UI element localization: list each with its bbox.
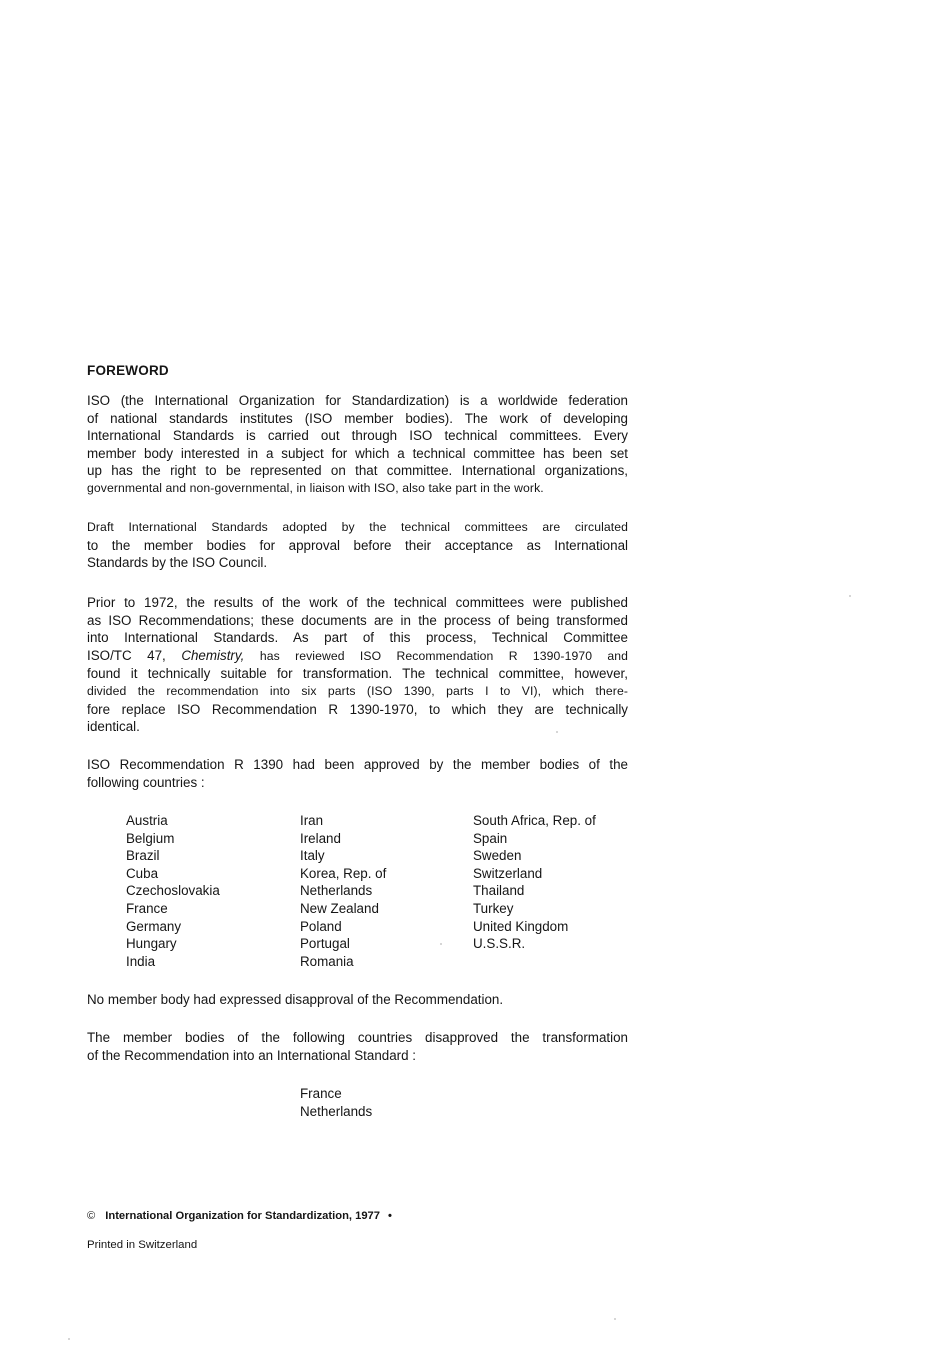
bullet-dot: •	[388, 1210, 392, 1222]
country-item: Italy	[300, 848, 325, 864]
country-item: Switzerland	[473, 865, 543, 881]
country-item: Turkey	[473, 900, 514, 916]
scan-speck	[556, 731, 558, 733]
scan-speck	[849, 595, 851, 597]
country-item: Ireland	[300, 830, 341, 846]
paragraph-line: Standards by the ISO Council.	[87, 555, 268, 571]
no-disapproval-statement: No member body had expressed disapproval of the Recommendation.	[87, 992, 504, 1007]
country-item: Iran	[300, 813, 324, 828]
paragraph-line: governmental and non-governmental, in liaison with ISO, also take part in the work.	[87, 480, 544, 495]
foreword-paragraph-4	[87, 756, 628, 791]
country-item: Netherlands	[300, 883, 373, 899]
country-item: Korea, Rep. of	[300, 865, 387, 881]
copyright-line	[87, 1210, 392, 1222]
line-prefix: ISO/TC 47,	[87, 647, 166, 663]
paragraph-line: as ISO Recommendations; these documents are in the process of being transformed	[87, 612, 628, 628]
country-item: Austria	[126, 813, 168, 828]
country-item: Cuba	[126, 865, 159, 881]
printed-in-note: Printed in Switzerland	[87, 1239, 198, 1251]
foreword-paragraph-6	[87, 1029, 628, 1064]
country-item: U.S.S.R.	[473, 936, 526, 952]
country-item: Germany	[126, 918, 182, 934]
country-item: Netherlands	[300, 1103, 373, 1119]
paragraph-line: following countries :	[87, 774, 205, 790]
country-item: Portugal	[300, 936, 350, 952]
country-item: India	[126, 953, 156, 969]
country-item: France	[300, 1086, 342, 1101]
country-item: South Africa, Rep. of	[473, 813, 596, 828]
paragraph-line: of the Recommendation into an International Standard :	[87, 1047, 417, 1063]
country-item: Romania	[300, 953, 354, 969]
copyright-symbol: ©	[87, 1210, 96, 1222]
foreword-paragraph-3	[87, 594, 628, 736]
scan-speck	[614, 1318, 616, 1320]
country-item: New Zealand	[300, 900, 379, 916]
paragraph-line: divided the recommendation into six parts (ISO 1390, parts I to VI), which there-	[87, 683, 628, 698]
country-item: Thailand	[473, 883, 525, 899]
paragraph-line: into International Standards. As part of this process, Technical Committee	[87, 630, 628, 646]
paragraph-line: Prior to 1972, the results of the work of the technical committees were published	[87, 595, 628, 610]
copyright-text: International Organization for Standardization, 1977	[105, 1210, 381, 1222]
paragraph-line: member body interested in a subject for which a technical committee has been set	[87, 445, 628, 461]
paragraph-line: of national standards institutes (ISO member bodies). The work of developing	[87, 410, 628, 426]
paragraph-line: identical.	[87, 719, 140, 735]
paragraph-line: International Standards is carried out through ISO technical committees. Every	[87, 428, 628, 444]
country-item: Czechoslovakia	[126, 883, 220, 899]
foreword-heading: FOREWORD	[87, 363, 169, 378]
country-item: Belgium	[126, 830, 175, 846]
country-item: Brazil	[126, 848, 160, 864]
paragraph-line: ISO (the International Organization for Standardization) is a worldwide federation	[87, 393, 628, 408]
paragraph-line: to the member bodies for approval before their acceptance as International	[87, 537, 628, 553]
paragraph-line: found it technically suitable for transformation. The technical committee, however,	[87, 666, 628, 682]
paragraph-line: up has the right to be represented on that committee. International organizations,	[87, 463, 628, 479]
country-item: Spain	[473, 830, 508, 846]
country-item: United Kingdom	[473, 918, 569, 934]
paragraph-line-with-italic	[87, 647, 628, 666]
scan-speck	[440, 943, 442, 945]
country-item: France	[126, 900, 168, 916]
approved-countries-column-1	[126, 812, 220, 970]
country-item: Poland	[300, 918, 342, 934]
country-item: Hungary	[126, 936, 177, 952]
country-item: Sweden	[473, 848, 522, 864]
italic-subject: Chemistry,	[181, 647, 245, 663]
disapproved-countries-list	[300, 1085, 372, 1120]
scan-speck	[68, 1338, 70, 1340]
line-suffix: has reviewed ISO Recommendation R 1390-1970 and	[259, 648, 628, 663]
foreword-paragraph-2	[87, 519, 628, 572]
paragraph-line: The member bodies of the following countries disapproved the transformation	[87, 1030, 628, 1045]
foreword-paragraph-1	[87, 392, 628, 498]
approved-countries-column-2	[300, 812, 386, 970]
approved-countries-column-3	[473, 812, 596, 953]
paragraph-line: fore replace ISO Recommendation R 1390-1970, to which they are technically	[87, 701, 628, 717]
paragraph-line: Draft International Standards adopted by the technical committees are circulated	[87, 520, 628, 534]
paragraph-line: ISO Recommendation R 1390 had been approved by the member bodies of the	[87, 757, 628, 772]
